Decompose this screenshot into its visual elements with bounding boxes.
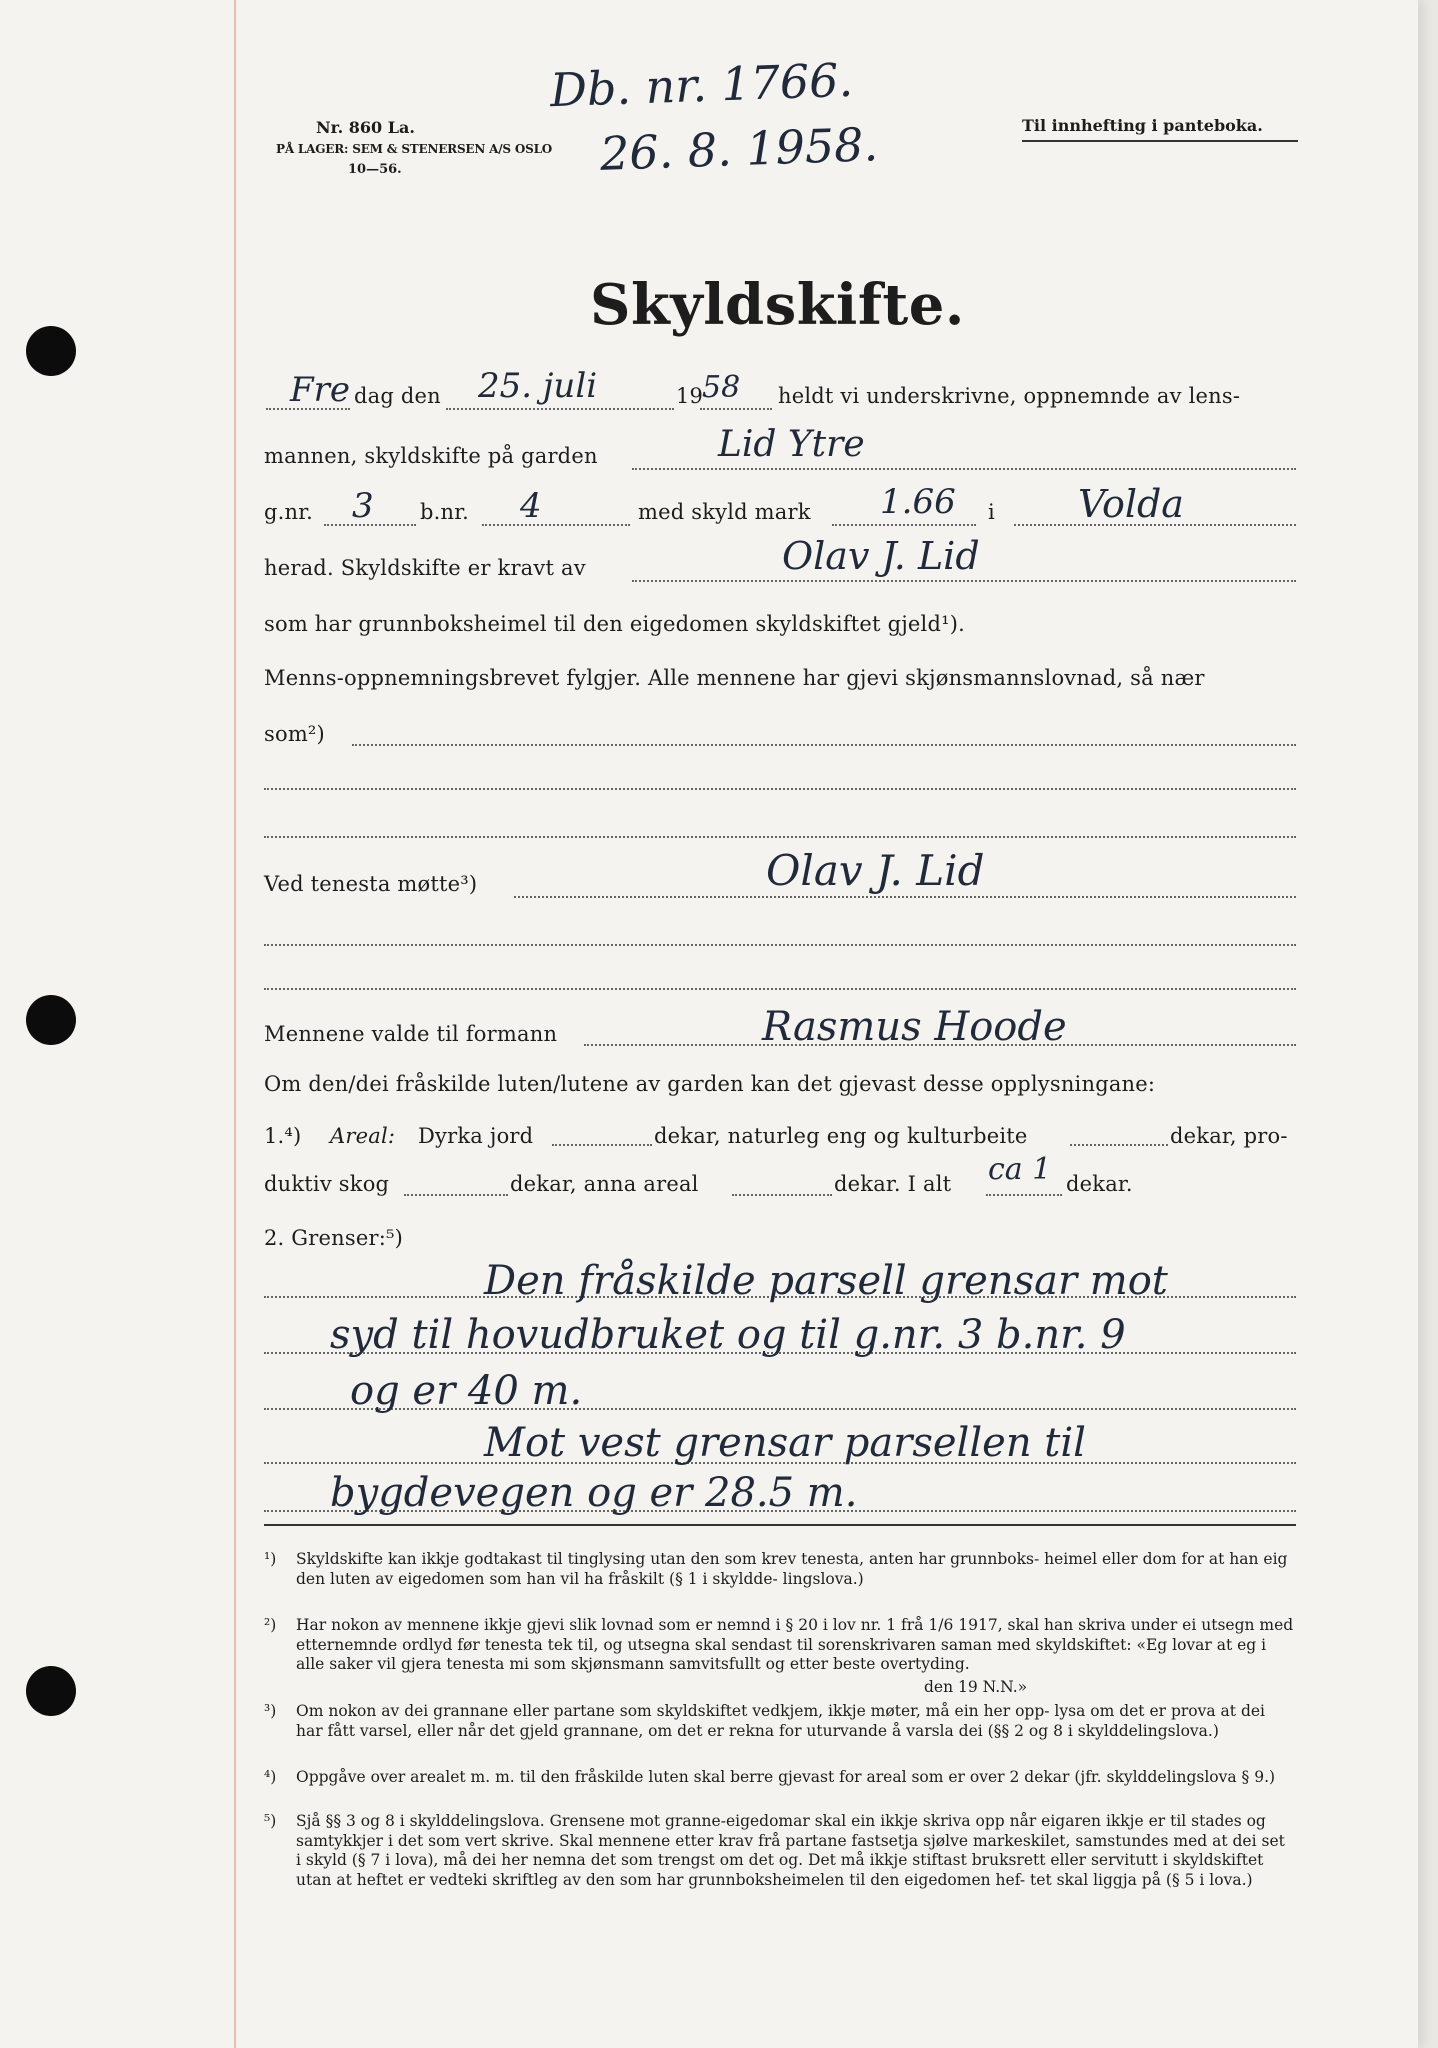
footnote-number: ⁵) <box>264 1812 277 1830</box>
filing-note: Til innhefting i panteboka. <box>1022 116 1263 135</box>
fill-line <box>352 744 1296 746</box>
hw-weekday: Fre <box>290 370 350 410</box>
footnote-number: ⁴) <box>264 1768 277 1786</box>
footnote <box>264 1678 1294 1698</box>
footnote <box>264 1768 1294 1788</box>
text: 2. Grenser:⁵) <box>264 1226 404 1250</box>
fill-line <box>264 988 1296 990</box>
footnote <box>264 1550 1294 1589</box>
fill-line <box>266 408 350 410</box>
footnote-separator <box>264 1524 1296 1526</box>
text: i <box>988 500 995 524</box>
hw-date: 25. juli <box>478 366 598 406</box>
footnote-text: Oppgåve over arealet m. m. til den fråskilde luten skal berre gjevast for areal som er over 2 dekar (jfr. skylddelingslova § 9.) <box>296 1768 1276 1786</box>
text: Om den/dei fråskilde luten/lutene av garden kan det gjevast desse opplysningane: <box>264 1072 1156 1096</box>
text: dekar, anna areal <box>510 1172 699 1196</box>
text: som²) <box>264 722 325 746</box>
footnote <box>264 1812 1294 1890</box>
text: Ved tenesta møtte³) <box>264 872 478 896</box>
form-number: Nr. 860 La. <box>316 118 415 137</box>
text: som har grunnboksheimel til den eigedomen skyldskiftet gjeld¹). <box>264 612 965 636</box>
text: Dyrka jord <box>418 1124 534 1148</box>
footnote-text: Har nokon av mennene ikkje gjevi slik lovnad som er nemnd i § 20 i lov nr. 1 frå 1/6 1917, skal han skriva under ei utsegn med etternemnde ordlyd før tenesta tek til, og utsegna skal sendast til sorenskrivaren saman med skyldskiftet: «Eg lovar at eg i alle saker vil gjera tenesta mi som skjønsmann samvitsfullt og etter beste overtyding. <box>296 1616 1294 1673</box>
text: dekar. <box>1066 1172 1133 1196</box>
text: duktiv skog <box>264 1172 390 1196</box>
text: g.nr. <box>264 500 314 524</box>
fill-line <box>632 580 1296 582</box>
text: dekar, pro- <box>1170 1124 1288 1148</box>
footnote-number: ³) <box>264 1702 277 1720</box>
fill-line <box>1070 1144 1168 1146</box>
punch-hole <box>26 326 76 376</box>
hw-requester: Olav J. Lid <box>782 534 980 578</box>
fill-line <box>446 408 674 410</box>
text: mannen, skyldskifte på garden <box>264 444 598 468</box>
filing-note-underline <box>1022 140 1298 142</box>
fill-line <box>482 524 630 526</box>
text: Mennene valde til formann <box>264 1022 558 1046</box>
hw-border-line: og er 40 m. <box>350 1368 583 1414</box>
footnote-text: Sjå §§ 3 og 8 i skylddelingslova. Grensene mot granne-eigedomar skal ein ikkje skriva opp når eigaren ikkje er til stades og samtykkjer i det som vert skrive. Skal mennene etter krav frå partane fastsetja sjølve markeskilet, samstundes med at dei set i skyld (§ 7 i lova), må dei her nemna det som trengst om det og. Det må ikkje stiftast bruksrett eller servitutt i skyldskiftet utan at heftet er vedteki skriftleg av den som har grunnboksheimelen til den eigedomen hef- tet skal liggja på (§ 5 i lova.) <box>296 1812 1285 1889</box>
hw-year: 58 <box>702 370 741 405</box>
footnote <box>264 1702 1294 1741</box>
footnote-text: Om nokon av dei grannane eller partane som skyldskiftet vedkjem, ikkje møter, må ein her opp- lysa om det er prova at dei har fått varsel, eller når det gjeld grannane, om det er rekna for uturvande å varsla dei (§§ 2 og 8 i skylddelingslova.) <box>296 1702 1265 1740</box>
page-title: Skyldskifte. <box>590 272 965 338</box>
footnote-number: ²) <box>264 1616 277 1634</box>
handwritten-reference: Db. nr. 1766. <box>549 52 854 118</box>
text: 19 <box>676 384 704 408</box>
fill-line <box>986 1194 1062 1196</box>
text: med skyld mark <box>638 500 811 524</box>
text: herad. Skyldskifte er kravt av <box>264 556 586 580</box>
hw-border-line: Den fråskilde parsell grensar mot <box>484 1258 1168 1304</box>
hw-municipality: Volda <box>1078 482 1184 526</box>
text: Menns-oppnemningsbrevet fylgjer. Alle mennene har gjevi skjønsmannslovnad, så nær <box>264 666 1205 690</box>
footnote-text: den 19 N.N.» <box>924 1678 1028 1696</box>
hw-border-line: syd til hovudbruket og til g.nr. 3 b.nr. 9 <box>330 1312 1126 1358</box>
text: 1.⁴) <box>264 1124 302 1148</box>
print-date: 10—56. <box>348 162 402 177</box>
fill-line <box>514 896 1296 898</box>
fill-line <box>264 836 1296 838</box>
text: dekar. I alt <box>834 1172 952 1196</box>
text: dag den <box>354 384 441 408</box>
fill-line <box>700 408 772 410</box>
fill-line <box>632 468 1296 470</box>
text: dekar, naturleg eng og kulturbeite <box>654 1124 1028 1148</box>
punch-hole <box>26 1666 76 1716</box>
punch-hole <box>26 995 76 1045</box>
text: b.nr. <box>420 500 470 524</box>
footnote-number: ¹) <box>264 1550 277 1568</box>
hw-gnr: 3 <box>352 486 374 526</box>
hw-mark: 1.66 <box>880 482 956 522</box>
footnote-text: Skyldskifte kan ikkje godtakast til tinglysing utan den som krev tenesta, anten har grunnboks- heimel eller dom for at han eig den luten av eigedomen som han vil ha fråskilt (§ 1 i skyldde- lingslova.) <box>296 1550 1288 1588</box>
hw-total-area: ca 1 <box>988 1152 1052 1187</box>
fill-line <box>404 1194 508 1196</box>
text: heldt vi underskrivne, oppnemnde av lens- <box>778 384 1241 408</box>
text: Areal: <box>330 1124 396 1148</box>
hw-present: Olav J. Lid <box>766 846 985 895</box>
footnote <box>264 1616 1294 1675</box>
margin-line <box>234 0 236 2048</box>
printer-line: PÅ LAGER: SEM & STENERSEN A/S OSLO <box>276 142 553 156</box>
handwritten-registration-date: 26. 8. 1958. <box>599 117 879 181</box>
fill-line <box>732 1194 832 1196</box>
fill-line <box>264 944 1296 946</box>
fill-line <box>552 1144 652 1146</box>
hw-border-line: bygdevegen og er 28.5 m. <box>330 1470 858 1516</box>
fill-line <box>832 524 976 526</box>
fill-line <box>264 788 1296 790</box>
hw-chairman: Rasmus Hoode <box>762 1004 1067 1050</box>
hw-border-line: Mot vest grensar parsellen til <box>484 1420 1086 1466</box>
hw-farm: Lid Ytre <box>718 424 865 465</box>
hw-bnr: 4 <box>520 486 542 526</box>
